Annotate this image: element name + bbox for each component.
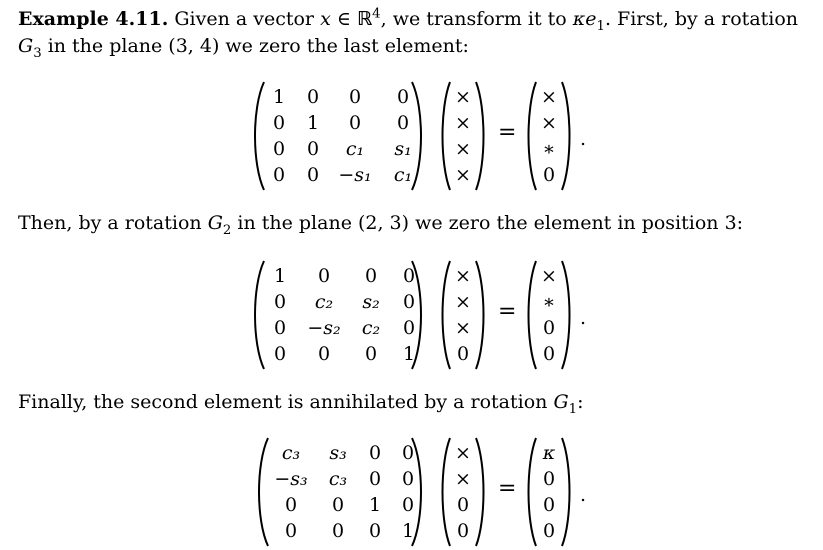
- matrix-entry: −s₂: [307, 316, 341, 339]
- matrix-entry: 0: [284, 519, 298, 542]
- subscript-3: 3: [33, 45, 42, 61]
- matrix-cells: [250, 84, 426, 188]
- result-cells: [524, 440, 574, 544]
- vector-entry: ×: [455, 316, 471, 339]
- matrix-entry: 0: [272, 111, 286, 134]
- matrix-entry: 1: [401, 519, 415, 542]
- input-vector: [438, 436, 488, 548]
- matrix-entry: 0: [364, 342, 378, 365]
- matrix-entry: 0: [368, 441, 382, 464]
- in-symbol: ∈: [330, 8, 357, 30]
- matrix-entry: 0: [272, 163, 286, 186]
- result-entry: ∗: [542, 290, 556, 313]
- result-entry: 0: [542, 519, 556, 542]
- matrix-entry: c₁: [393, 163, 413, 186]
- finally-text: Finally, the second element is annihilated by a rotation: [18, 391, 554, 413]
- result-entry: κ: [542, 441, 556, 464]
- equals-sign: =: [498, 299, 517, 324]
- vector-entry: 0: [456, 519, 470, 542]
- result-entry: 0: [542, 316, 556, 339]
- matrix-entry: 0: [273, 316, 287, 339]
- matrix-entry: 1: [273, 264, 287, 287]
- subscript-1: 1: [596, 18, 605, 34]
- rotation-matrix-G1: [254, 436, 426, 548]
- matrix-entry: 0: [368, 467, 382, 490]
- matrix-entry: c₁: [345, 137, 365, 160]
- colon: :: [577, 391, 584, 413]
- rotation-matrix-G3: [250, 80, 426, 192]
- result-vector: [524, 259, 574, 371]
- matrix-entry: 0: [396, 85, 410, 108]
- matrix-entry: 0: [348, 111, 362, 134]
- vector-entry: ×: [455, 467, 471, 490]
- kappa-e: κe: [572, 8, 597, 30]
- result-cells: [524, 84, 574, 188]
- example-heading: Example 4.11.: [18, 8, 169, 30]
- matrix-entry: 0: [284, 493, 298, 516]
- matrix-entry: c₂: [314, 290, 334, 313]
- matrix-entry: −s₁: [338, 163, 372, 186]
- then-text-1: Then, by a rotation: [18, 212, 208, 234]
- var-G2: G: [207, 212, 223, 234]
- matrix-entry: 0: [368, 519, 382, 542]
- matrix-entry: 0: [306, 137, 320, 160]
- matrix-entry: 0: [401, 441, 415, 464]
- input-vector: [438, 259, 488, 371]
- matrix-entry: 0: [273, 290, 287, 313]
- period: .: [580, 128, 587, 150]
- rotation-matrix-G2: [250, 259, 426, 371]
- result-entry: ×: [541, 264, 557, 287]
- var-G3: G: [18, 35, 34, 57]
- exponent-4: 4: [372, 6, 381, 22]
- matrix-entry: 0: [402, 316, 416, 339]
- result-entry: 0: [542, 342, 556, 365]
- then-text-rest: in the plane (2, 3) we zero the element in position 3:: [231, 212, 744, 234]
- vector-entry: ×: [455, 111, 471, 134]
- matrix-entry: 0: [348, 85, 362, 108]
- matrix-entry: 1: [402, 342, 416, 365]
- equation-3: [0, 436, 823, 548]
- var-x: x: [320, 8, 331, 30]
- input-vector: [438, 80, 488, 192]
- vector-entry: ×: [455, 85, 471, 108]
- real-numbers-symbol: ℝ: [356, 8, 373, 30]
- result-entry: 0: [542, 467, 556, 490]
- matrix-entry: s₃: [329, 441, 347, 464]
- matrix-entry: 0: [364, 264, 378, 287]
- matrix-cells: [254, 440, 426, 544]
- matrix-entry: s₂: [362, 290, 380, 313]
- result-entry: ×: [541, 85, 557, 108]
- vector-entry: 0: [456, 342, 470, 365]
- vector-cells: [438, 263, 488, 367]
- var-G1: G: [553, 391, 569, 413]
- vector-cells: [438, 440, 488, 544]
- finally-line: [18, 391, 584, 417]
- intro-line-2: [18, 35, 469, 61]
- matrix-entry: s₁: [394, 137, 412, 160]
- vector-entry: 0: [456, 493, 470, 516]
- matrix-entry: 0: [331, 493, 345, 516]
- subscript-1: 1: [568, 401, 578, 417]
- then-line: [18, 212, 744, 238]
- period: .: [580, 307, 587, 329]
- equals-sign: =: [498, 120, 517, 145]
- intro-text-1: Given a vector: [168, 8, 321, 30]
- matrix-entry: 0: [401, 493, 415, 516]
- matrix-entry: c₃: [328, 467, 348, 490]
- matrix-entry: c₂: [361, 316, 381, 339]
- matrix-entry: 0: [331, 519, 345, 542]
- matrix-entry: 1: [368, 493, 382, 516]
- vector-entry: ×: [455, 163, 471, 186]
- matrix-entry: 0: [306, 163, 320, 186]
- result-vector: [524, 436, 574, 548]
- intro-text-2: , we transform it to: [380, 8, 573, 30]
- result-entry: ×: [541, 111, 557, 134]
- matrix-entry: 0: [396, 111, 410, 134]
- intro-line-2-text: in the plane (3, 4) we zero the last element:: [41, 35, 469, 57]
- period: .: [580, 484, 587, 506]
- result-vector: [524, 80, 574, 192]
- matrix-entry: 0: [317, 264, 331, 287]
- vector-entry: ×: [455, 137, 471, 160]
- matrix-entry: 1: [272, 85, 286, 108]
- matrix-entry: 0: [402, 290, 416, 313]
- result-entry: 0: [542, 493, 556, 516]
- vector-entry: ×: [455, 290, 471, 313]
- matrix-entry: 0: [401, 467, 415, 490]
- equals-sign: =: [498, 476, 517, 501]
- matrix-entry: 0: [317, 342, 331, 365]
- matrix-entry: 0: [272, 137, 286, 160]
- matrix-entry: 1: [306, 111, 320, 134]
- result-entry: 0: [542, 163, 556, 186]
- intro-text-3: . First, by a rotation: [604, 8, 799, 30]
- intro-line-1: [18, 6, 799, 34]
- equation-2: [0, 259, 823, 371]
- result-entry: ∗: [542, 137, 556, 160]
- vector-cells: [438, 84, 488, 188]
- matrix-cells: [250, 263, 426, 367]
- vector-entry: ×: [455, 441, 471, 464]
- subscript-2: 2: [222, 222, 232, 238]
- matrix-entry: c₃: [281, 441, 301, 464]
- matrix-entry: 0: [402, 264, 416, 287]
- vector-entry: ×: [455, 264, 471, 287]
- equation-1: [0, 80, 823, 192]
- matrix-entry: −s₃: [274, 467, 308, 490]
- matrix-entry: 0: [273, 342, 287, 365]
- result-cells: [524, 263, 574, 367]
- matrix-entry: 0: [306, 85, 320, 108]
